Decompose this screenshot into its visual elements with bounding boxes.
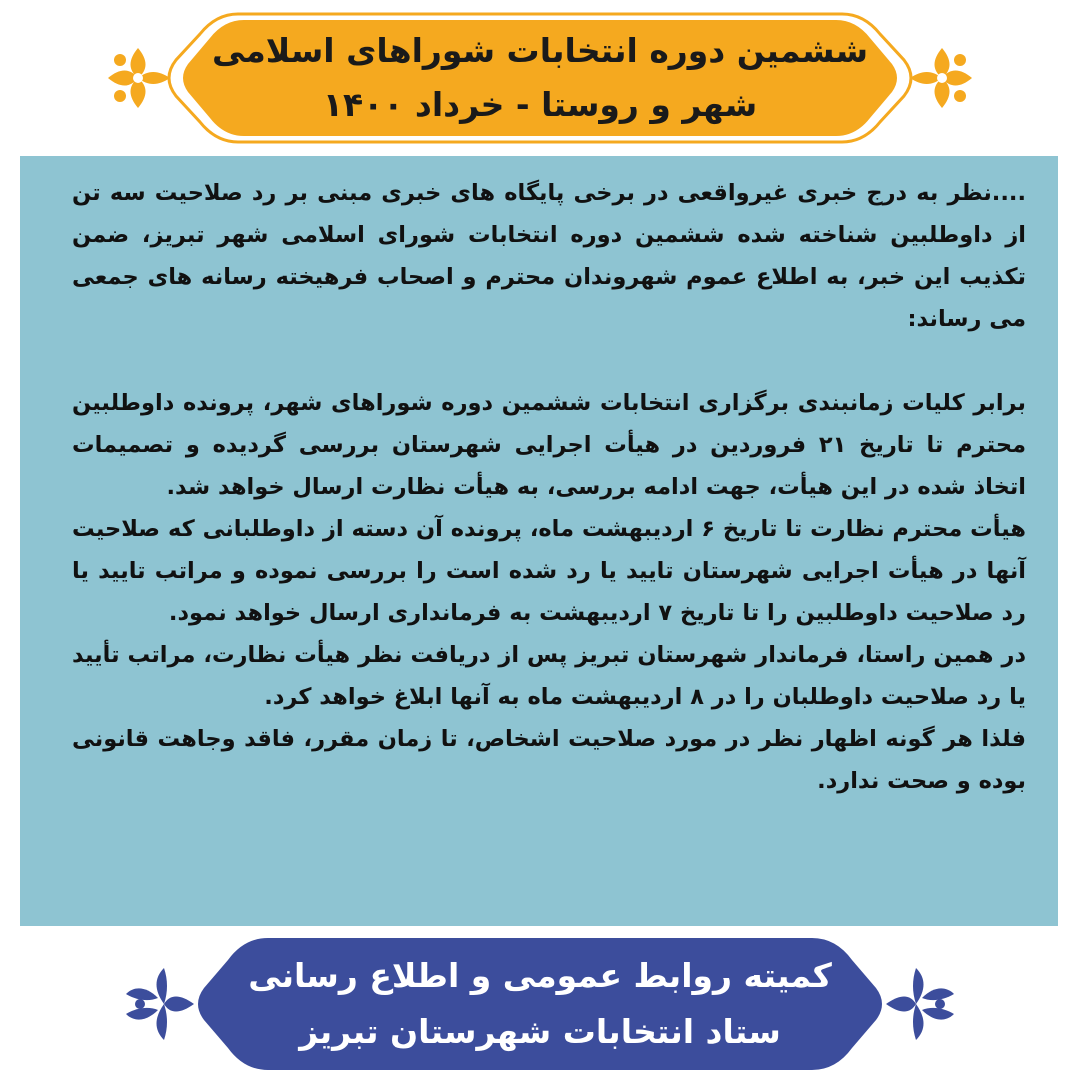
header-title — [190, 8, 890, 148]
floral-ornament-icon — [126, 968, 194, 1040]
footer-title — [230, 932, 850, 1076]
fleur-de-lis-icon — [108, 48, 170, 108]
announcement-paragraph: در همین راستا، فرماندار شهرستان تبریز پس از دریافت نظر هیأت نظارت، مراتب تأیید یا رد صلاحیت داوطلبان را در ۸ اردیبهشت ماه به آنها ابلاغ خواهد کرد. — [72, 642, 1026, 710]
fleur-de-lis-icon — [910, 48, 972, 108]
announcement-paragraph: برابر کلیات زمانبندی برگزاری انتخابات ششمین دوره شوراهای شهر، پرونده داوطلبین محترم تا تاریخ ۲۱ فروردین در هیأت اجرایی شهرستان بررسی گردیده و تصمیمات اتخاذ شده در این هیأت، جهت ادامه بررسی، به هیأت نظارت ارسال خواهد شد. — [72, 390, 1027, 500]
announcement-paragraph: ....نظر به درج خبری غیرواقعی در برخی پایگاه های خبری مبنی بر رد صلاحیت سه تن از داوطلبین شناخته شده ششمین دوره انتخابات شورای اسلامی شهر تبریز، ضمن تکذیب این خبر، به اطلاع عموم شهروندان محترم و اصحاب فرهیخته رسانه های جمعی می رساند: — [72, 180, 1026, 332]
announcement-text — [72, 172, 1026, 802]
announcement-panel — [20, 156, 1058, 926]
header-title-line-1: ششمین دوره انتخابات شوراهای اسلامی — [211, 31, 869, 70]
footer-plaque — [0, 932, 1080, 1076]
footer-title-line-2: ستاد انتخابات شهرستان تبریز — [299, 1012, 781, 1051]
announcement-paragraph: فلذا هر گونه اظهار نظر در مورد صلاحیت اشخاص، تا زمان مقرر، فاقد وجاهت قانونی بوده و صحت ندارد. — [72, 726, 1026, 794]
footer-title-line-1: کمیته روابط عمومی و اطلاع رسانی — [248, 956, 832, 995]
floral-ornament-icon — [886, 968, 954, 1040]
header-plaque — [0, 8, 1080, 148]
header-title-line-2: شهر و روستا - خرداد ۱۴۰۰ — [322, 85, 758, 124]
announcement-paragraph: هیأت محترم نظارت تا تاریخ ۶ اردیبهشت ماه، پرونده آن دسته از داوطلبانی که صلاحیت آنها در هیأت اجرایی شهرستان تایید یا رد شده است را بررسی نموده و مراتب تایید یا رد صلاحیت داوطلبین را تا تاریخ ۷ اردیبهشت به فرمانداری ارسال خواهد نمود. — [72, 516, 1027, 626]
